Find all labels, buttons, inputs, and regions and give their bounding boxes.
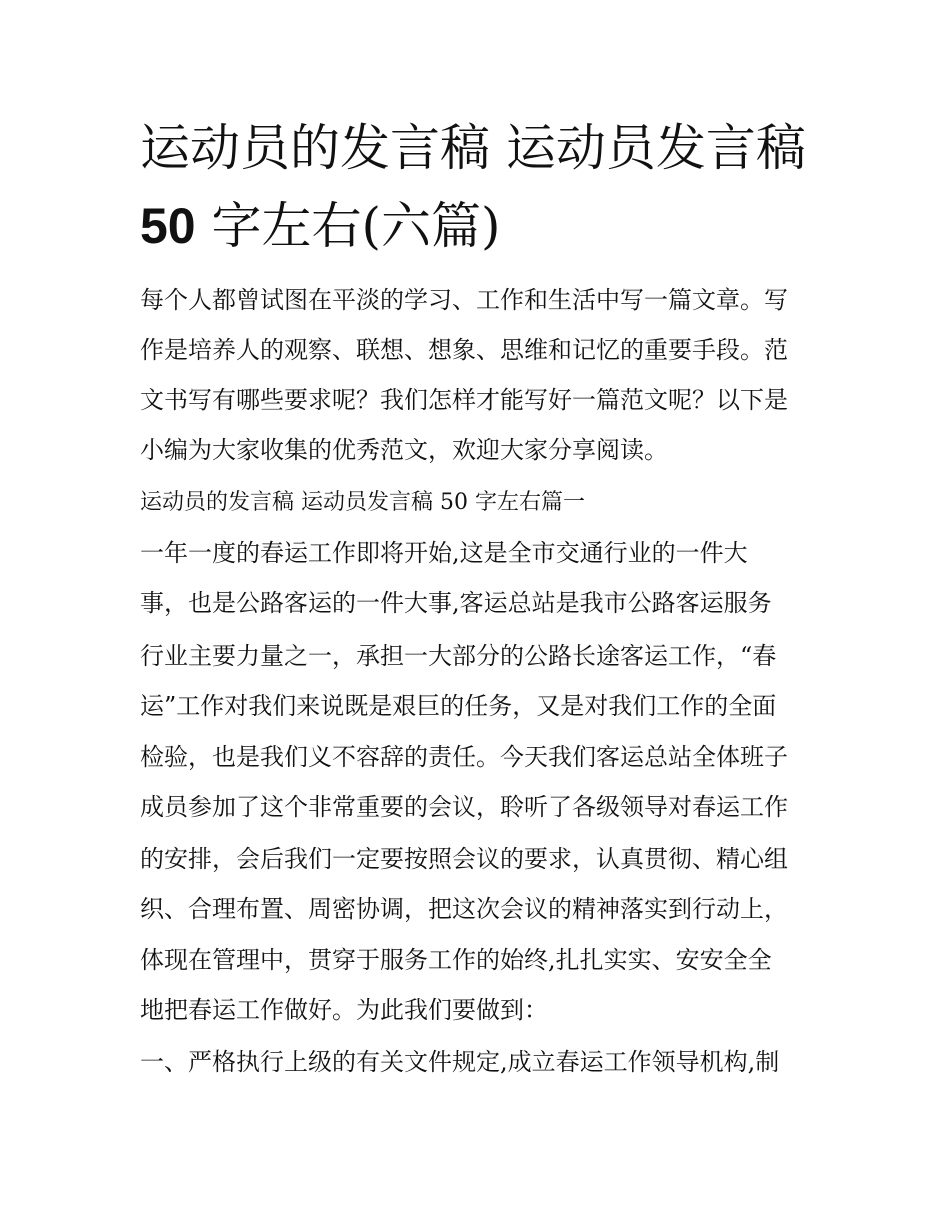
paragraph-line: 一年一度的春运工作即将开始,这是全市交通行业的一件大 [140, 539, 748, 567]
paragraph-line: 运”工作对我们来说既是艰巨的任务，又是对我们工作的全面 [140, 692, 777, 720]
paragraph-line: 的安排，会后我们一定要按照会议的要求，认真贯彻、精心组 [140, 845, 788, 873]
paragraph-line: 织、合理布置、周密协调，把这次会议的精神落实到行动上， [140, 895, 788, 923]
paragraph-line: 事，也是公路客运的一件大事,客运总站是我市公路客运服务 [140, 589, 772, 617]
paragraph-line: 一、严格执行上级的有关文件规定,成立春运工作领导机构,制 [140, 1048, 780, 1076]
paragraph-line: 地把春运工作做好。为此我们要做到： [140, 996, 548, 1024]
document-title-line-2 [140, 188, 840, 264]
paragraph-line: 体现在管理中，贯穿于服务工作的始终,扎扎实实、安安全全 [140, 946, 772, 974]
document-title-line-1: 运动员的发言稿 运动员发言稿 [140, 119, 806, 177]
paragraph-line: 成员参加了这个非常重要的会议，聆听了各级领导对春运工作 [140, 793, 788, 821]
title-number: 50 [140, 198, 196, 254]
paragraph-line: 检验，也是我们义不容辞的责任。今天我们客运总站全体班子 [140, 743, 788, 771]
title-rest: 字左右(六篇) [195, 197, 501, 255]
paragraph-line: 每个人都曾试图在平淡的学习、工作和生活中写一篇文章。写 [140, 286, 788, 314]
paragraph-line: 行业主要力量之一，承担一大部分的公路长途客运工作，“春 [140, 642, 777, 670]
paragraph-line: 作是培养人的观察、联想、想象、思维和记忆的重要手段。范 [140, 336, 788, 364]
section-heading: 运动员的发言稿 运动员发言稿 50 字左右篇一 [140, 490, 585, 515]
paragraph-line: 文书写有哪些要求呢？我们怎样才能写好一篇范文呢？以下是 [140, 386, 788, 414]
paragraph-line: 小编为大家收集的优秀范文，欢迎大家分享阅读。 [140, 436, 668, 464]
